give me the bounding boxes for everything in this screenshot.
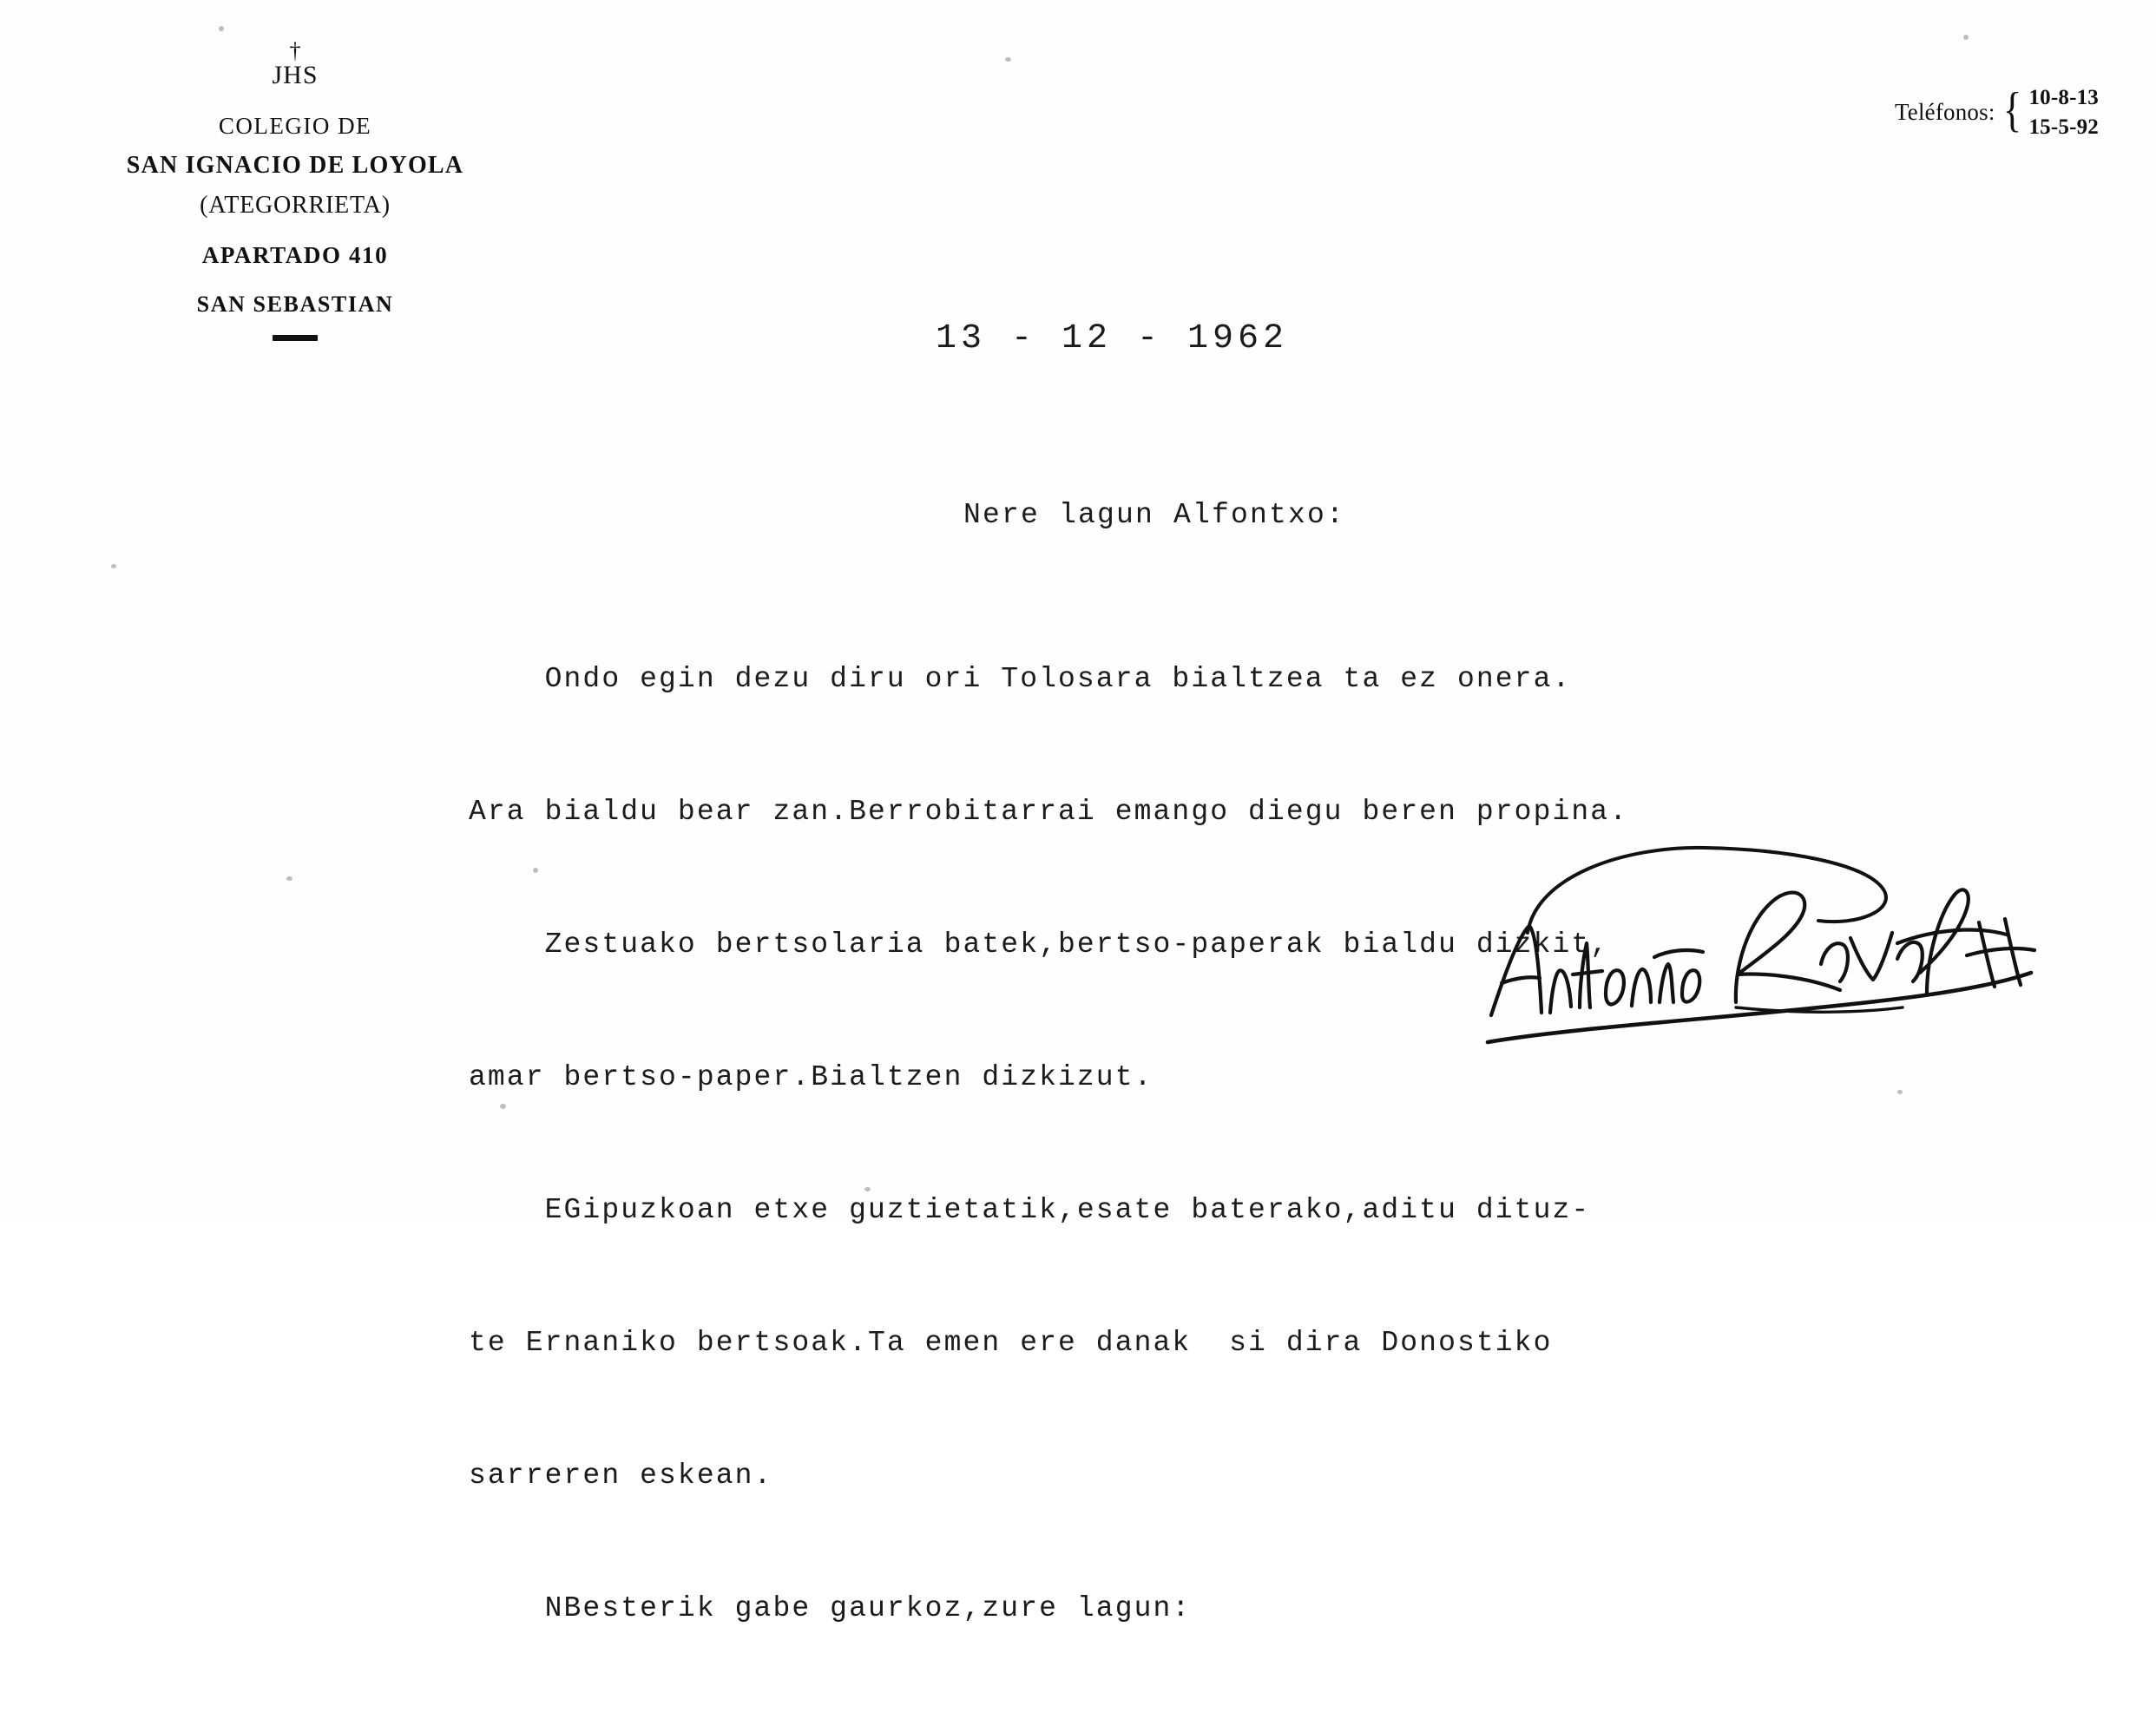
scan-speck <box>286 876 293 881</box>
body-line: Ondo egin dezu diru ori Tolosara bialtzea ta ez onera. <box>469 663 1572 695</box>
scan-speck <box>864 1187 871 1191</box>
body-line: te Ernaniko bertsoak.Ta emen ere danak si dira Donostiko <box>469 1327 1553 1359</box>
scan-speck <box>1897 1090 1903 1094</box>
letter-body <box>469 568 2083 1719</box>
scan-speck <box>533 868 538 873</box>
phone-block <box>1895 83 2099 142</box>
scan-speck <box>111 564 116 568</box>
body-line: sarreren eskean. <box>469 1460 773 1492</box>
phone-numbers <box>2028 83 2099 142</box>
cross-icon: † <box>289 38 301 63</box>
body-line: amar bertso-paper.Bialtzen dizkizut. <box>469 1061 1154 1093</box>
brace-icon: { <box>2002 82 2021 137</box>
scan-speck <box>1963 35 1969 40</box>
letterhead-line-district: (ATEGORRIETA) <box>200 192 391 220</box>
body-line: Ara bialdu bear zan.Berrobitarrai emango diegu beren propina. <box>469 796 1629 828</box>
body-line: NBesterik gabe gaurkoz,zure lagun: <box>469 1592 1192 1624</box>
body-line: Zestuako bertsolaria batek,bertso-paperak bialdu dizkit, <box>469 928 1610 961</box>
letterhead <box>52 38 538 341</box>
letter-salutation: Nere lagun Alfontxo: <box>963 499 1346 531</box>
letterhead-divider <box>273 335 318 341</box>
letterhead-line-colegio: COLEGIO DE <box>218 113 372 140</box>
letter-date: 13 - 12 - 1962 <box>936 319 1289 358</box>
letterhead-jhs: JHS <box>272 61 319 90</box>
scan-speck <box>1005 57 1011 62</box>
letterhead-line-city: SAN SEBASTIAN <box>196 292 394 318</box>
body-line: EGipuzkoan etxe guztietatik,esate baterako,aditu dituz- <box>469 1194 1591 1226</box>
scan-speck <box>219 26 224 31</box>
letterhead-line-name: SAN IGNACIO DE LOYOLA <box>126 152 464 180</box>
phone-number-2: 15-5-92 <box>2028 115 2099 139</box>
letterhead-line-apartado: APARTADO 410 <box>201 242 389 269</box>
scan-speck <box>500 1104 506 1109</box>
phone-label: Teléfonos: <box>1894 99 1995 126</box>
phone-number-1: 10-8-13 <box>2028 86 2099 109</box>
